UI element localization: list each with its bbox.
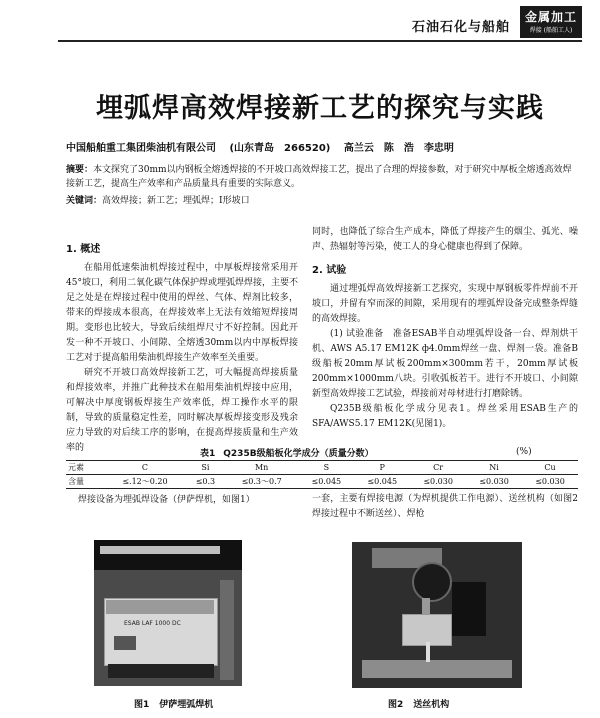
author-line xyxy=(66,139,464,154)
machine-label: ESAB LAF 1000 DC xyxy=(124,620,181,627)
paragraph: 同时，也降低了综合生产成本，降低了焊接产生的烟尘、弧光、噪声、热辐射等污染，使工人的身心健康也得到了保障。 xyxy=(312,227,578,252)
section-heading-test: 2. 试验 xyxy=(312,265,347,276)
table-header-cell: Ni xyxy=(489,463,499,472)
table-header-cell: Cr xyxy=(433,463,444,472)
article-title: 埋弧焊高效焊接新工艺的探究与实践 xyxy=(96,93,544,124)
table-title: Q235B级船板化学成分（质量分数） xyxy=(223,449,374,459)
table-cell: ≤0.030 xyxy=(535,477,565,486)
table-header-cell: S xyxy=(323,463,330,472)
table-row xyxy=(66,475,578,489)
paragraph: 通过埋弧焊高效焊接新工艺探究，实现中厚钢板零件焊前不开坡口，并留有窄而深的间隙，采用现有的埋弧焊设备完成整条焊缝的高效焊接。 xyxy=(312,284,578,324)
paragraph: 在船用低速柴油机焊接过程中，中厚板焊接常采用开45°坡口，利用二氧化碳气体保护焊或埋弧焊焊接，主要不足之处是在焊接过程中使用的焊丝、气体、焊剂比较多，带来的焊接成本很高，在焊接效率上无法有效缩短焊接周期。变形也比较大，导致后续组焊尺寸不好控制。因此开发一种不开坡口、小间隙、全熔透30mm以内中厚板焊接工艺对于提高船用柴油机焊接生产效率至关重要。 xyxy=(66,263,298,363)
table-header-cell: Mn xyxy=(254,463,269,472)
table-header-cell: Si xyxy=(201,463,210,472)
table-cell: ≤0.030 xyxy=(423,477,453,486)
keywords-label: 关键词： xyxy=(66,196,103,206)
table-header-cell: 元素 xyxy=(68,463,84,472)
figure-intro-text: 焊接设备为埋弧焊设备（伊萨焊机，如图1） xyxy=(78,495,255,505)
location: (山东青岛 266520) xyxy=(229,143,331,154)
table-header-cell: P xyxy=(379,463,385,472)
cable-bundle xyxy=(220,580,234,680)
table-cell: ≤0.3 xyxy=(195,477,216,486)
journal-name: 石油石化与船舶 xyxy=(411,20,510,35)
table-cell: ≤0.030 xyxy=(479,477,509,486)
page-header xyxy=(0,0,600,42)
figure-number: 图2 xyxy=(388,700,404,710)
author-names: 高兰云 陈 浩 李忠明 xyxy=(343,143,454,154)
machine-panel xyxy=(114,636,136,650)
photo-background xyxy=(94,540,242,570)
paragraph: 研究不开坡口高效焊接新工艺，可大幅提高焊接质量和焊接效率，并推广此种技术在船用柴油机焊接中应用，可解决中厚度钢板焊接生产效率低，焊工操作水平的限制，导致的质量稳定性差，同时解决厚板焊接变形及残余应力导致的对后续工序的影响，在提高焊接质量和生产效率的 xyxy=(66,368,298,453)
abstract xyxy=(66,163,578,191)
figure-intro-text-right: 一套，主要有焊接电源（为焊机提供工作电源）、送丝机构（如图2焊接过程中不断送丝）、焊枪 xyxy=(312,494,578,519)
keywords xyxy=(66,194,578,208)
wire-feed-photo xyxy=(352,542,522,688)
column-logo xyxy=(520,6,582,38)
keywords-text: 高效焊接；新工艺；埋弧焊；I形坡口 xyxy=(102,196,250,206)
table-header-row xyxy=(66,461,578,475)
abstract-text: 本文探究了30mm以内钢板全熔透焊接的不开坡口高效焊接工艺，提出了合理的焊接参数，对于研究中厚板全熔透高效焊接新工艺，提高生产效率和产品质量具有重要的实际意义。 xyxy=(66,165,572,189)
affiliation: 中国船舶重工集团柴油机有限公司 xyxy=(66,143,216,154)
figure-caption-text: 伊萨埋弧焊机 xyxy=(159,700,214,710)
column-title: 金属加工 xyxy=(524,10,577,24)
table-cell: ≤0.045 xyxy=(311,477,342,486)
table-cell: ≤0.3～0.7 xyxy=(241,477,282,486)
header-divider xyxy=(58,40,582,42)
table-cell: ≤.12～0.20 xyxy=(122,477,168,486)
table-cell: 含量 xyxy=(68,477,84,486)
welding-machine-photo xyxy=(94,540,242,686)
figure-number: 图1 xyxy=(134,700,150,710)
abstract-label: 摘要： xyxy=(66,165,94,175)
wire-spool xyxy=(412,562,452,602)
flux-hopper xyxy=(452,582,486,636)
photo-pipe xyxy=(100,546,220,554)
chemical-composition-table xyxy=(66,460,578,489)
figure-2-caption xyxy=(388,697,449,710)
machine-top-panel xyxy=(106,600,214,614)
table-cell: ≤0.045 xyxy=(367,477,398,486)
figure-caption-text: 送丝机构 xyxy=(413,700,450,710)
paragraph: Q235B级船板化学成分见表1。焊丝采用ESAB生产的SFA/AWS5.17 EM12K(见图1)。 xyxy=(312,404,578,429)
work-table xyxy=(362,660,512,678)
paragraph: (1) 试验准备 准备ESAB半自动埋弧焊设备一台、焊剂烘干机、AWS A5.17 EM12K ф4.0mm焊丝一盘、焊剂一袋。准备B级船板20mm厚试板200mm×300mm若干，20mm厚试板200mm×1000mm八块。引收弧板若干。进行不开坡口、小间隙新型高效焊接工艺试验，焊接前对母材进行打磨除锈。 xyxy=(312,329,578,399)
machine-base xyxy=(108,664,214,678)
table-caption xyxy=(200,446,374,459)
welding-torch xyxy=(426,642,430,662)
table-header-cell: C xyxy=(141,463,149,472)
figure-1-caption xyxy=(134,697,213,710)
table-number: 表1 xyxy=(200,449,216,459)
column-subtitle: 焊接 (船舶工人) xyxy=(529,27,573,34)
left-column xyxy=(66,236,298,456)
section-heading-overview: 1. 概述 xyxy=(66,244,101,255)
table-header-cell: Cu xyxy=(544,463,556,472)
table-unit: (%) xyxy=(516,447,532,457)
right-column xyxy=(312,225,578,432)
